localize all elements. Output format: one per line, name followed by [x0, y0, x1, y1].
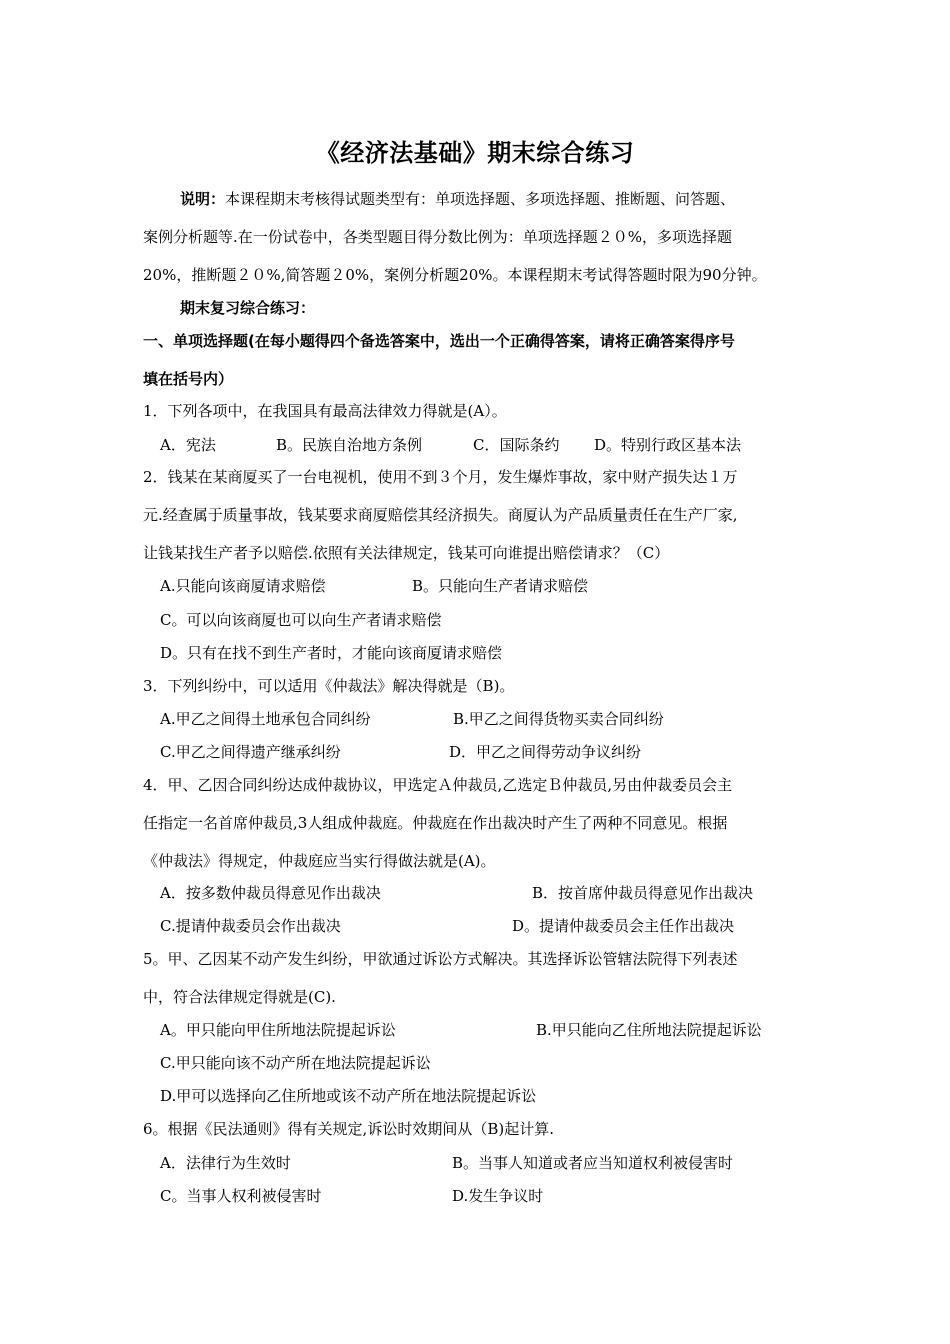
q1-stem: 1．下列各项中，在我国具有最高法律效力得就是(A）。: [143, 402, 507, 420]
q1-option-c: C．国际条约: [473, 436, 560, 454]
q3-option-c: C.甲乙之间得遗产继承纠纷: [160, 743, 341, 761]
q6-option-d: D.发生争议时: [452, 1187, 544, 1205]
section1-heading-line-1: 一、单项选择题(在每小题得四个备选答案中，选出一个正确得答案，请将正确答案得序号: [143, 332, 735, 350]
intro-line-1: [180, 189, 735, 209]
q4-option-d: D。提请仲裁委员会主任作出裁决: [512, 917, 735, 935]
q5-option-c: C.甲只能向该不动产所在地法院提起诉讼: [160, 1054, 431, 1072]
q2-option-b: B。只能向生产者请求赔偿: [412, 577, 589, 595]
intro-label: 说明：: [180, 190, 226, 208]
document-title: 《经济法基础》期末综合练习: [315, 139, 635, 167]
intro-line-2: 案例分析题等.在一份试卷中，各类型题目得分数比例为：单项选择题２０%，多项选择题: [143, 228, 733, 246]
q2-option-a: A.只能向该商厦请求赔偿: [160, 577, 326, 595]
intro-text-1: 本课程期末考核得试题类型有：单项选择题、多项选择题、推断题、问答题、: [225, 190, 736, 208]
q3-stem: 3．下列纠纷中，可以适用《仲裁法》解决得就是（B)。: [143, 677, 515, 695]
q6-option-a: A．法律行为生效时: [160, 1154, 291, 1172]
q2-stem-line-1: 2．钱某在某商厦买了一台电视机，使用不到３个月，发生爆炸事故，家中财产损失达１万: [143, 468, 738, 486]
q3-option-b: B.甲乙之间得货物买卖合同纠纷: [453, 710, 664, 728]
q5-option-d: D.甲可以选择向乙住所地或该不动产所在地法院提起诉讼: [160, 1087, 537, 1105]
q4-option-a: A．按多数仲裁员得意见作出裁决: [160, 884, 381, 902]
q2-option-c: C。可以向该商厦也可以向生产者请求赔偿: [160, 611, 442, 629]
q1-option-b: B。民族自治地方条例: [276, 436, 423, 454]
review-heading: 期末复习综合练习：: [180, 299, 316, 317]
q5-option-a: A。甲只能向甲住所地法院提起诉讼: [160, 1021, 396, 1039]
q5-stem-line-2: 中，符合法律规定得就是(C).: [143, 988, 336, 1006]
q1-option-a: A．宪法: [160, 436, 216, 454]
intro-line-3: 20%，推断题２０%,简答题２0%，案例分析题20%。本课程期末考试得答题时限为90分钟。: [143, 266, 767, 284]
q2-option-d: D。只有在找不到生产者时，才能向该商厦请求赔偿: [160, 644, 503, 662]
q4-option-b: B．按首席仲裁员得意见作出裁决: [532, 884, 754, 902]
q5-option-b: B.甲只能向乙住所地法院提起诉讼: [536, 1021, 762, 1039]
q6-option-b: B。当事人知道或者应当知道权利被侵害时: [452, 1154, 734, 1172]
q4-option-c: C.提请仲裁委员会作出裁决: [160, 917, 341, 935]
q4-stem-line-3: 《仲裁法》得规定，仲裁庭应当实行得做法就是(A)。: [143, 852, 496, 870]
q4-stem-line-2: 任指定一名首席仲裁员,3人组成仲裁庭。仲裁庭在作出裁决时产生了两种不同意见。根据: [143, 814, 728, 832]
q3-option-a: A.甲乙之间得土地承包合同纠纷: [160, 710, 371, 728]
q2-stem-line-3: 让钱某找生产者予以赔偿.依照有关法律规定，钱某可向谁提出赔偿请求？（C）: [143, 544, 670, 562]
q4-stem-line-1: 4．甲、乙因合同纠纷达成仲裁协议，甲选定Ａ仲裁员,乙选定Ｂ仲裁员,另由仲裁委员会主: [143, 776, 733, 794]
q6-stem: 6。根据《民法通则》得有关规定,诉讼时效期间从（B)起计算.: [143, 1120, 554, 1138]
q5-stem-line-1: 5。甲、乙因某不动产发生纠纷，甲欲通过诉讼方式解决。其选择诉讼管辖法院得下列表述: [143, 950, 738, 968]
q3-option-d: D．甲乙之间得劳动争议纠纷: [449, 743, 642, 761]
q2-stem-line-2: 元.经查属于质量事故，钱某要求商厦赔偿其经济损失。商厦认为产品质量责任在生产厂家,: [143, 506, 738, 524]
section1-heading-line-2: 填在括号内）: [143, 370, 234, 388]
q6-option-c: C。当事人权利被侵害时: [160, 1187, 322, 1205]
q1-option-d: D。特别行政区基本法: [594, 436, 742, 454]
